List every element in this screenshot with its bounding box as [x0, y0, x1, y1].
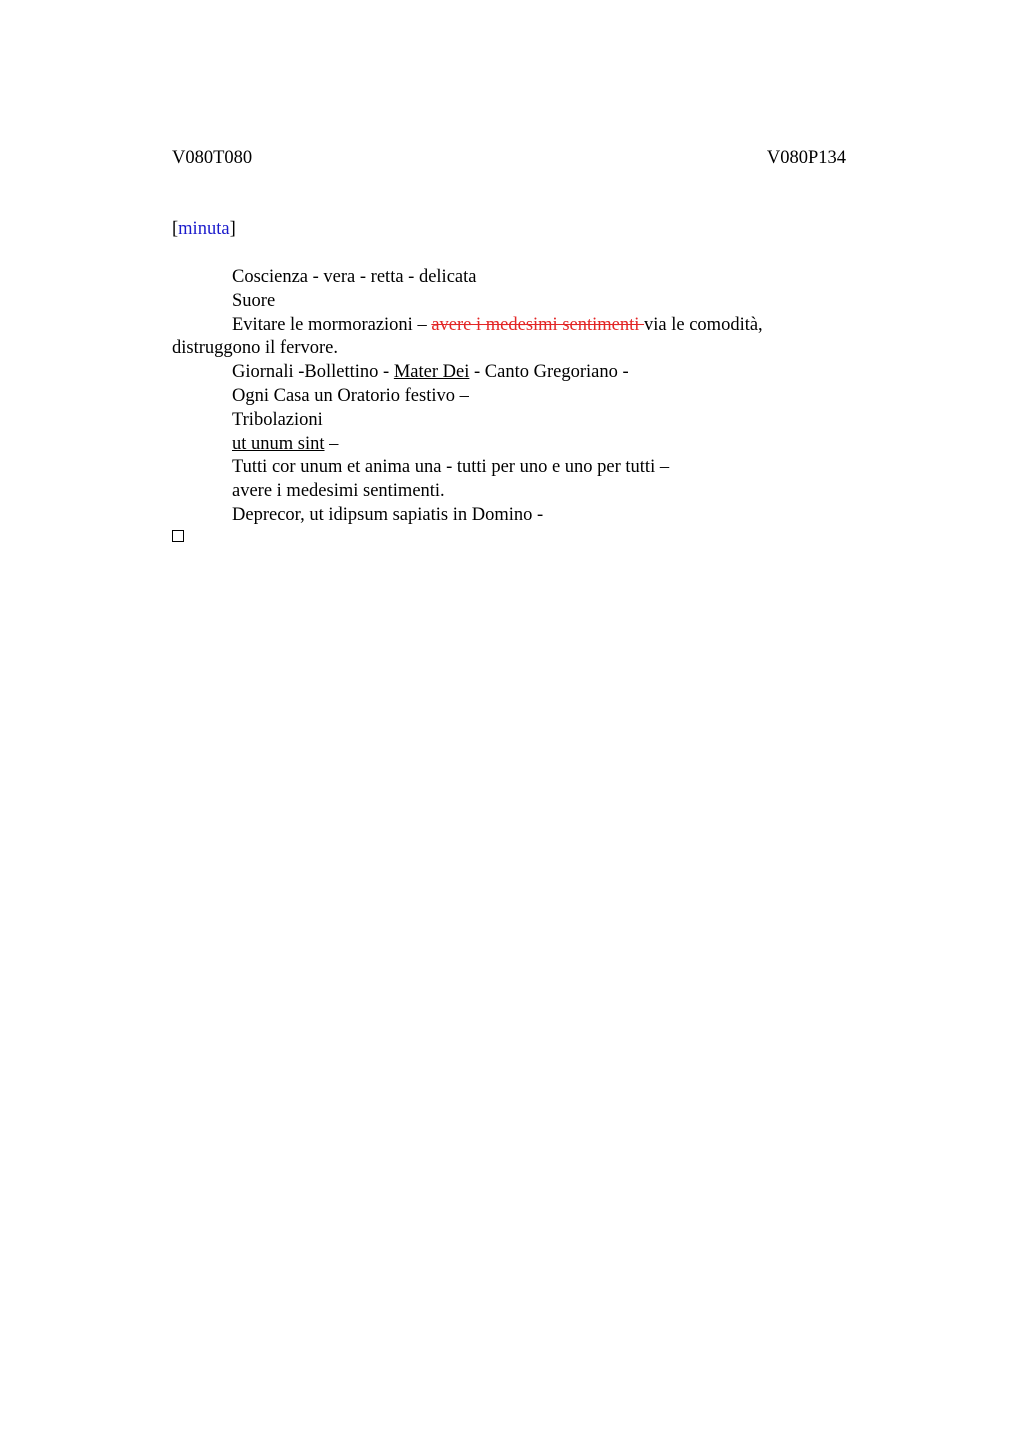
document-code-left: V080T080: [172, 148, 253, 168]
text-line: Tutti cor unum et anima una - tutti per uno e uno per tutti –: [232, 457, 670, 478]
text-line-with-deletion: [172, 314, 846, 362]
text-segment: via le comodità, distruggono il fervore.: [172, 314, 763, 359]
text-segment: –: [324, 433, 339, 454]
document-code-right: V080P134: [766, 148, 846, 168]
text-line: Ogni Casa un Oratorio festivo –: [232, 385, 469, 406]
text-line: Deprecor, ut idipsum sapiatis in Domino -: [232, 504, 544, 525]
text-segment: Evitare le mormorazioni –: [232, 314, 432, 335]
text-line: Tribolazioni: [232, 409, 323, 430]
text-segment: Giornali -Bollettino -: [232, 362, 394, 383]
text-line: Suore: [232, 290, 276, 311]
empty-square-icon: [172, 530, 184, 542]
note-close-bracket: ]: [229, 219, 236, 239]
document-body: [172, 266, 846, 528]
note-word: minuta: [178, 219, 230, 239]
text-line: Coscienza - vera - retta - delicata: [232, 267, 477, 287]
text-line: [172, 361, 846, 385]
text-line: avere i medesimi sentimenti.: [232, 481, 445, 502]
struck-text: avere i medesimi sentimenti: [431, 314, 645, 335]
text-segment: - Canto Gregoriano -: [469, 362, 629, 383]
text-line: [172, 433, 846, 457]
document-header: [172, 146, 846, 170]
editorial-note: [172, 217, 236, 241]
note-open-bracket: [: [172, 219, 179, 239]
underlined-text: Mater Dei: [393, 362, 470, 383]
underlined-text: ut unum sint: [232, 433, 325, 454]
